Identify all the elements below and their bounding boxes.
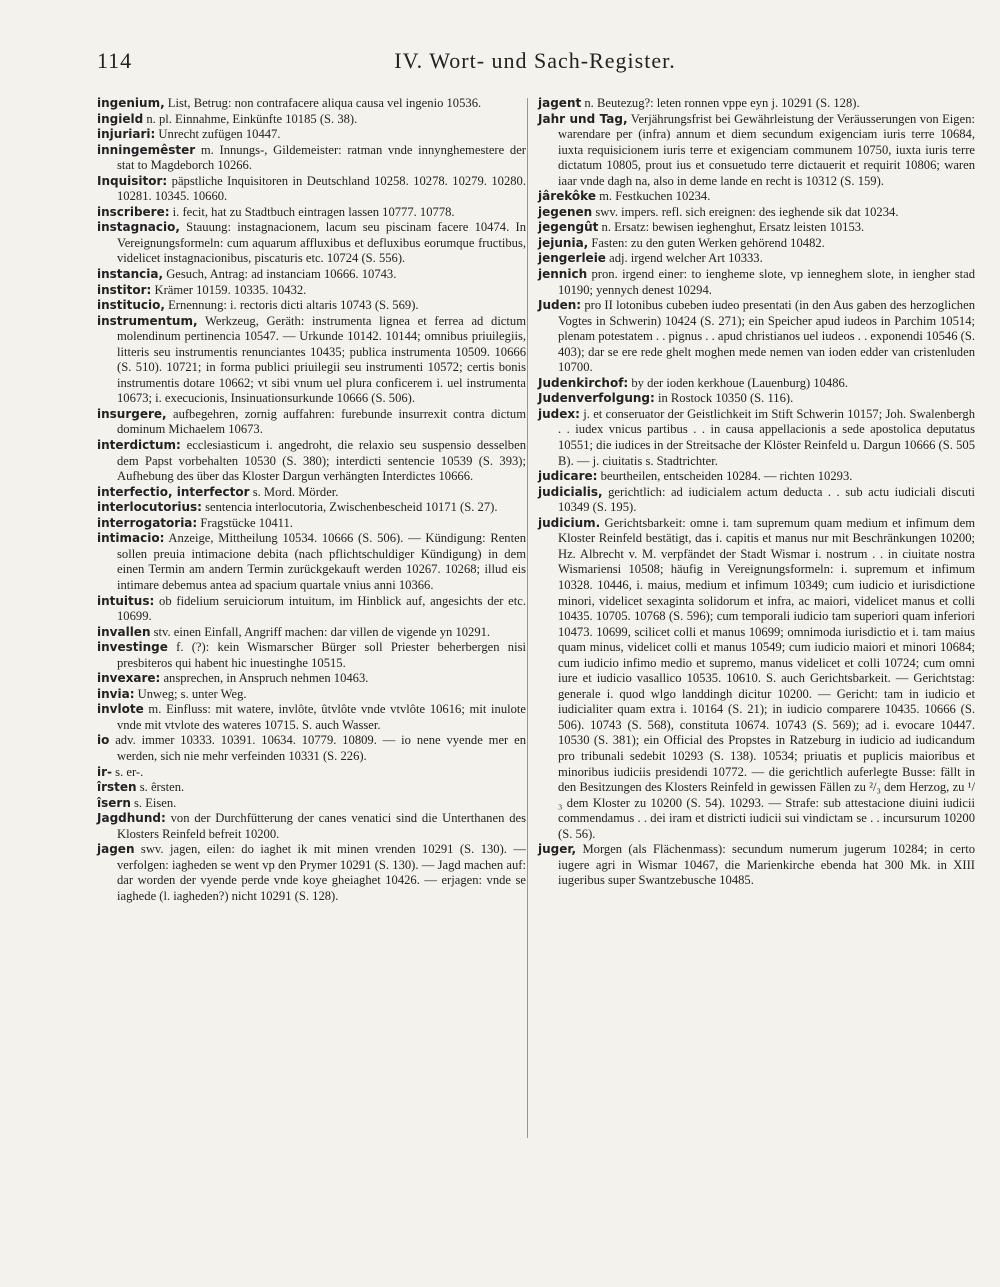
register-entry xyxy=(538,236,975,252)
register-entry xyxy=(538,112,975,190)
entry-text: von der Durchfütterung der canes venatici sind die Unterthanen des Klosters Reinfeld befreit 10200. xyxy=(117,811,526,841)
entry-text: i. fecit, hat zu Stadtbuch eintragen lassen 10777. 10778. xyxy=(169,204,455,219)
entry-text: Morgen (als Flächenmass): secundum numerum jugerum 10284; in certo iugere agri in Wismar 10467, die Marienkirche ebenda hat 300 Mk. in XIII iugeribus super Swantzebusche 10485. xyxy=(558,842,975,888)
register-entry xyxy=(97,500,526,516)
register-entry xyxy=(97,702,526,733)
register-entry xyxy=(97,625,526,641)
entry-headword: jennich xyxy=(538,267,588,282)
entry-headword: invallen xyxy=(97,624,151,639)
entry-headword: instrumentum, xyxy=(97,313,198,328)
entry-headword: Inquisitor: xyxy=(97,173,168,188)
register-entry xyxy=(97,314,526,407)
entry-headword: invlote xyxy=(97,702,144,717)
entry-headword: inningemêster xyxy=(97,142,196,157)
register-entry xyxy=(538,189,975,205)
register-entry xyxy=(538,251,975,267)
entry-text: gerichtlich: ad iudicialem actum deducta . . sub actu iudiciali discuti 10349 (S. 195). xyxy=(558,484,975,515)
register-entry xyxy=(97,811,526,842)
page-number: 114 xyxy=(97,48,133,73)
entry-headword: intuitus: xyxy=(97,593,155,608)
register-entry xyxy=(97,127,526,143)
entry-text: Stauung: instagnacionem, lacum seu piscinam facere 10474. In Vereignungsformeln: cum aquarum affluxibus et defluxibus eorumque fructibus, videlicet instagnacionibus, piscaturis etc. 10724 (S. 556). xyxy=(117,220,526,266)
entry-headword: Judenverfolgung: xyxy=(538,391,655,406)
entry-text: Anzeige, Mittheilung 10534. 10666 (S. 506). — Kündigung: Renten sollen preuia intimacione debita (nach pflichtschuldiger Kündigung) in dem einen Termin am andern Termin zurückgekauft werden 10267. 10268; illud eis intimare debemus antea ad spacium quartale vnius anni 10366. xyxy=(117,531,526,592)
register-entry xyxy=(97,516,526,532)
entry-headword: ingenium, xyxy=(97,96,165,110)
entry-headword: jejunia, xyxy=(538,235,589,250)
entry-headword: invexare: xyxy=(97,671,161,686)
entry-text: Gerichtsbarkeit: omne i. tam supremum quam medium et infimum dem Kloster Reinfeld bestätigt, das i. capitis et manus nur mit Beschränkungen 10200; Hz. Albrecht v. M. verpfändet der Stadt Wismar i. nostrum . . in ciuitate nostra Wismariensi 10508; häufig in Vereignungsformeln: i. supremum et infimum 10328. 10446, i. maius, medium et infimum 10349; cum iudicio et iurisdictione minori, videlicet sexaginta solidorum et infra, ac maiori, videlicet manus et colli 10435. 10705. 10768 (S. 596); cum temporali iudicio tam superiori quam inferiori 10473. 10699, scilicet colli et manus 10699; omnimoda iurisdictio et i. tam maius quam minus, videlicet colli et manus 10549; cum iudicio maiori et minori 10684; cum iudicio infimo medio et supremo, manus videlicet et colli 10724; cum omni iure et iudicio vasallico 10535. 10610. S. auch Gerichtsbarkeit. — Gerichtstag: generale i. quod wlgo landdingh dicitur 10200. — Gericht: tam in iudicio et iudicialiter quam extra i. 10164 (S. 21); in iudicio comparere 10435. 10666 (S. 506). 10743 (S. 568), constituta 10674. 10743 (S. 569); ad i. evocare 10447. 10530 (S. 381); ein Official des Propstes in Ratzeburg in iudicio ad iudicandum pro tribunali sedebit 10293 (S. 138). 10534; priuatis et puplicis maioribus et minoribus iudiciis presidendi 10772. — die gerichtlich auferlegte Busse: fällt in den Besitzungen des Klosters Reinfeld in gewissen Fällen zu ²/₃ dem Herzog, zu ¹/₃ dem Kloster zu 10200 (S. 54). 10293. — Strafe: sub attestacione diuini iudicii commendamus . . dei iram et districti iudicii sui vindictam se . . incursurum 10200 (S. 56). xyxy=(558,515,975,841)
entry-headword: investinge xyxy=(97,640,168,655)
register-entry xyxy=(538,205,975,221)
entry-text: Verjährungsfrist bei Gewährleistung der Veräusserungen von Eigen: warendare per (infra) annum et diem secundum exigenciam iuris terre 10684, iuxta requisicionem iuris terre et exigenciam communem 10750, iuxta iuris terre dictatum 10805, prout ius et consuetudo terre dictauerit et requirit 10806; waren iaar vnde dagh na, also in deme lande en recht is 10312 (S. 159). xyxy=(558,111,975,188)
register-entry xyxy=(538,407,975,469)
entry-text: adv. immer 10333. 10391. 10634. 10779. 10809. — io nene vyende mer en werden, sich nie mehr verfeinden 10331 (S. 226). xyxy=(109,733,526,763)
entry-text: stv. einen Einfall, Angriff machen: dar villen de vigende yn 10291. xyxy=(150,624,491,639)
entry-headword: instancia, xyxy=(97,267,164,282)
entry-headword: îsern xyxy=(97,795,131,810)
register-entry xyxy=(97,174,526,205)
entry-text: n. Beutezug?: leten ronnen vppe eyn j. 10291 (S. 128). xyxy=(581,96,860,110)
entry-text: s. er-. xyxy=(112,764,144,779)
entry-headword: invia: xyxy=(97,686,135,701)
entry-text: swv. jagen, eilen: do iaghet ik mit minen vrenden 10291 (S. 130). — verfolgen: iagheden se went vp den Prymer 10291 (S. 130). — Jagd machen auf: dar worden der vyende perde vnde koye gheiaghet 10426. — erjagen: vnde se iaghede (l. iagheden?) nicht 10291 (S. 128). xyxy=(117,842,526,903)
entry-headword: interfectio, interfector xyxy=(97,484,250,499)
register-entry xyxy=(538,391,975,407)
entry-text: Fragstücke 10411. xyxy=(197,515,293,530)
register-entry xyxy=(97,687,526,703)
entry-text: Ernennung: i. rectoris dicti altaris 10743 (S. 569). xyxy=(164,298,419,313)
entry-headword: injuriari: xyxy=(97,127,156,142)
entry-text: s. Mord. Mörder. xyxy=(249,484,339,499)
left-column xyxy=(97,96,526,904)
column-divider xyxy=(527,98,528,1138)
entry-headword: insurgere, xyxy=(97,406,167,421)
entry-headword: inscribere: xyxy=(97,204,170,219)
entry-text: päpstliche Inquisitoren in Deutschland 10258. 10278. 10279. 10280. 10281. 10345. 10660. xyxy=(117,173,526,204)
entry-text: beurtheilen, entscheiden 10284. — richten 10293. xyxy=(597,469,853,484)
entry-headword: jegengût xyxy=(538,220,599,235)
entry-headword: ingield xyxy=(97,111,144,126)
register-entry xyxy=(97,796,526,812)
entry-headword: îrsten xyxy=(97,780,137,795)
entry-headword: ir- xyxy=(97,764,113,779)
register-entry xyxy=(97,112,526,128)
entry-text: pron. irgend einer: to iengheme slote, vp ienneghem slote, in iengher stad 10190; yennych denest 10294. xyxy=(558,267,975,297)
register-entry xyxy=(97,205,526,221)
entry-headword: io xyxy=(97,733,110,748)
entry-text: Unweg; s. unter Weg. xyxy=(134,686,247,701)
entry-text: m. Innungs-, Gildemeister: ratman vnde innynghemestere der stat to Magdeborch 10266. xyxy=(117,142,526,173)
entry-headword: intimacio: xyxy=(97,531,165,546)
entry-text: List, Betrug: non contrafacere aliqua causa vel ingenio 10536. xyxy=(164,96,482,110)
register-entry xyxy=(97,842,526,904)
register-entry xyxy=(97,485,526,501)
register-entry xyxy=(97,594,526,625)
register-entry xyxy=(97,733,526,764)
register-entry xyxy=(538,485,975,516)
register-entry xyxy=(97,407,526,438)
entry-text: n. Ersatz: bewisen ieghenghut, Ersatz leisten 10153. xyxy=(598,220,865,235)
entry-headword: interlocutorius: xyxy=(97,500,202,515)
register-entry xyxy=(97,438,526,485)
entry-text: ecclesiasticum i. angedroht, die relaxio seu suspensio desselben dem Papst vorbehalten 10530 (S. 380); interdicti sentencie 10539 (S. 393); Aufhebung des über das Kloster Dargun verhängten Interdictes 10666. xyxy=(117,438,526,484)
register-entry xyxy=(538,96,975,112)
register-entry xyxy=(97,283,526,299)
entry-text: pro II lotonibus cubeben iudeo presentati (in den Aus gaben des herzoglichen Vogtes in Schwerin) 10424 (S. 271); ein Speicher apud iudeos in Parchim 10514; plenam potestatem . . pignus . . apud christianos uel iudeos . . exponendi 10546 (S. 403); dar se ere rede ghelt moghen mede nemen van ioden edder van cristenluden 10700. xyxy=(558,298,975,375)
entry-text: ansprechen, in Anspruch nehmen 10463. xyxy=(160,671,369,686)
entry-headword: judex: xyxy=(538,406,580,421)
entry-headword: Jahr und Tag, xyxy=(538,111,628,126)
right-column xyxy=(538,96,975,889)
entry-headword: jagen xyxy=(97,842,135,857)
register-entry xyxy=(538,516,975,842)
entry-headword: jegenen xyxy=(538,204,593,219)
entry-headword: Jagdhund: xyxy=(97,811,166,826)
page-title: IV. Wort- und Sach-Register. xyxy=(394,48,676,73)
entry-text: by der ioden kerkhoue (Lauenburg) 10486. xyxy=(628,375,848,390)
entry-headword: Juden: xyxy=(538,298,582,313)
entry-text: Gesuch, Antrag: ad instanciam 10666. 10743. xyxy=(163,267,397,282)
entry-text: aufbegehren, zornig auffahren: furebunde insurrexit contra dictum dominum Michaelem 10673. xyxy=(117,406,526,437)
entry-headword: judicare: xyxy=(538,469,598,484)
entry-text: m. Einfluss: mit watere, invlôte, ûtvlôte vnde vtvlôte 10616; mit inulote vnde mit vtvlote des wateres 10715. S. auch Wasser. xyxy=(117,702,526,732)
entry-text: j. et conseruator der Geistlichkeit im Stift Schwerin 10157; Joh. Swalenbergh . . iudex vnicus partibus . . in causa appellacionis a sede apostolica deputatus 10551; die iudices in der Streitsache der Klöster Reinfeld u. Dargun 10666 (S. 505 B). — j. ciuitatis s. Stadtrichter. xyxy=(558,406,975,468)
entry-text: Werkzeug, Geräth: instrumenta lignea et ferrea ad dictum molendinum pertinencia 10547. — Urkunde 10142. 10144; omnibus priuilegiis, litteris seu instrumentis renunciantes 10435; publica instrumenta 10509. 10666 (S. 510). 10721; in forma publici priuilegii seu instrumenti 10572; certis bonis instrumentis dotare 10662; vt sibi vnum uel plura conficerem i. uel instrumenta 10673; i. execucionis, Insinuationsurkunde 10666 (S. 506). xyxy=(117,313,526,406)
register-entry xyxy=(97,96,526,112)
entry-text: s. Eisen. xyxy=(130,795,177,810)
entry-text: n. pl. Einnahme, Einkünfte 10185 (S. 38). xyxy=(143,111,358,126)
register-entry xyxy=(97,640,526,671)
register-entry xyxy=(97,531,526,593)
register-entry xyxy=(97,220,526,267)
entry-text: swv. impers. refl. sich ereignen: des ieghende sik dat 10234. xyxy=(592,204,899,219)
register-entry xyxy=(538,842,975,889)
entry-headword: interdictum: xyxy=(97,438,181,453)
entry-text: Krämer 10159. 10335. 10432. xyxy=(151,282,307,297)
entry-text: adj. irgend welcher Art 10333. xyxy=(605,251,763,266)
register-entry xyxy=(97,671,526,687)
entry-headword: instagnacio, xyxy=(97,220,180,235)
entry-text: m. Festkuchen 10234. xyxy=(595,189,711,204)
entry-text: ob fidelium seruiciorum intuitum, im Hinblick auf, angesichts der etc. 10699. xyxy=(117,593,526,624)
register-entry xyxy=(538,376,975,392)
register-entry xyxy=(97,267,526,283)
register-entry xyxy=(97,765,526,781)
entry-text: f. (?): kein Wismarscher Bürger soll Priester beherbergen nisi presbiteros qui habent hic inuestinghe 10515. xyxy=(117,640,526,670)
entry-headword: judicialis, xyxy=(538,484,603,499)
register-entry xyxy=(97,780,526,796)
entry-headword: Judenkirchof: xyxy=(538,375,629,390)
register-entry xyxy=(97,298,526,314)
entry-text: Unrecht zufügen 10447. xyxy=(155,127,281,142)
entry-headword: jagent xyxy=(538,96,582,110)
entry-headword: jârekôke xyxy=(538,189,596,204)
register-entry xyxy=(538,298,975,376)
register-entry xyxy=(538,469,975,485)
register-entry xyxy=(97,143,526,174)
entry-text: Fasten: zu den guten Werken gehörend 10482. xyxy=(588,235,825,250)
register-entry xyxy=(538,267,975,298)
entry-text: s. êrsten. xyxy=(136,780,185,795)
entry-headword: interrogatoria: xyxy=(97,515,198,530)
entry-headword: juger, xyxy=(538,842,577,857)
entry-text: in Rostock 10350 (S. 116). xyxy=(654,391,794,406)
entry-headword: judicium. xyxy=(538,515,601,530)
entry-headword: jengerleie xyxy=(538,251,606,266)
register-entry xyxy=(538,220,975,236)
entry-headword: institor: xyxy=(97,282,152,297)
entry-text: sentencia interlocutoria, Zwischenbescheid 10171 (S. 27). xyxy=(201,500,498,515)
entry-headword: institucio, xyxy=(97,298,165,313)
